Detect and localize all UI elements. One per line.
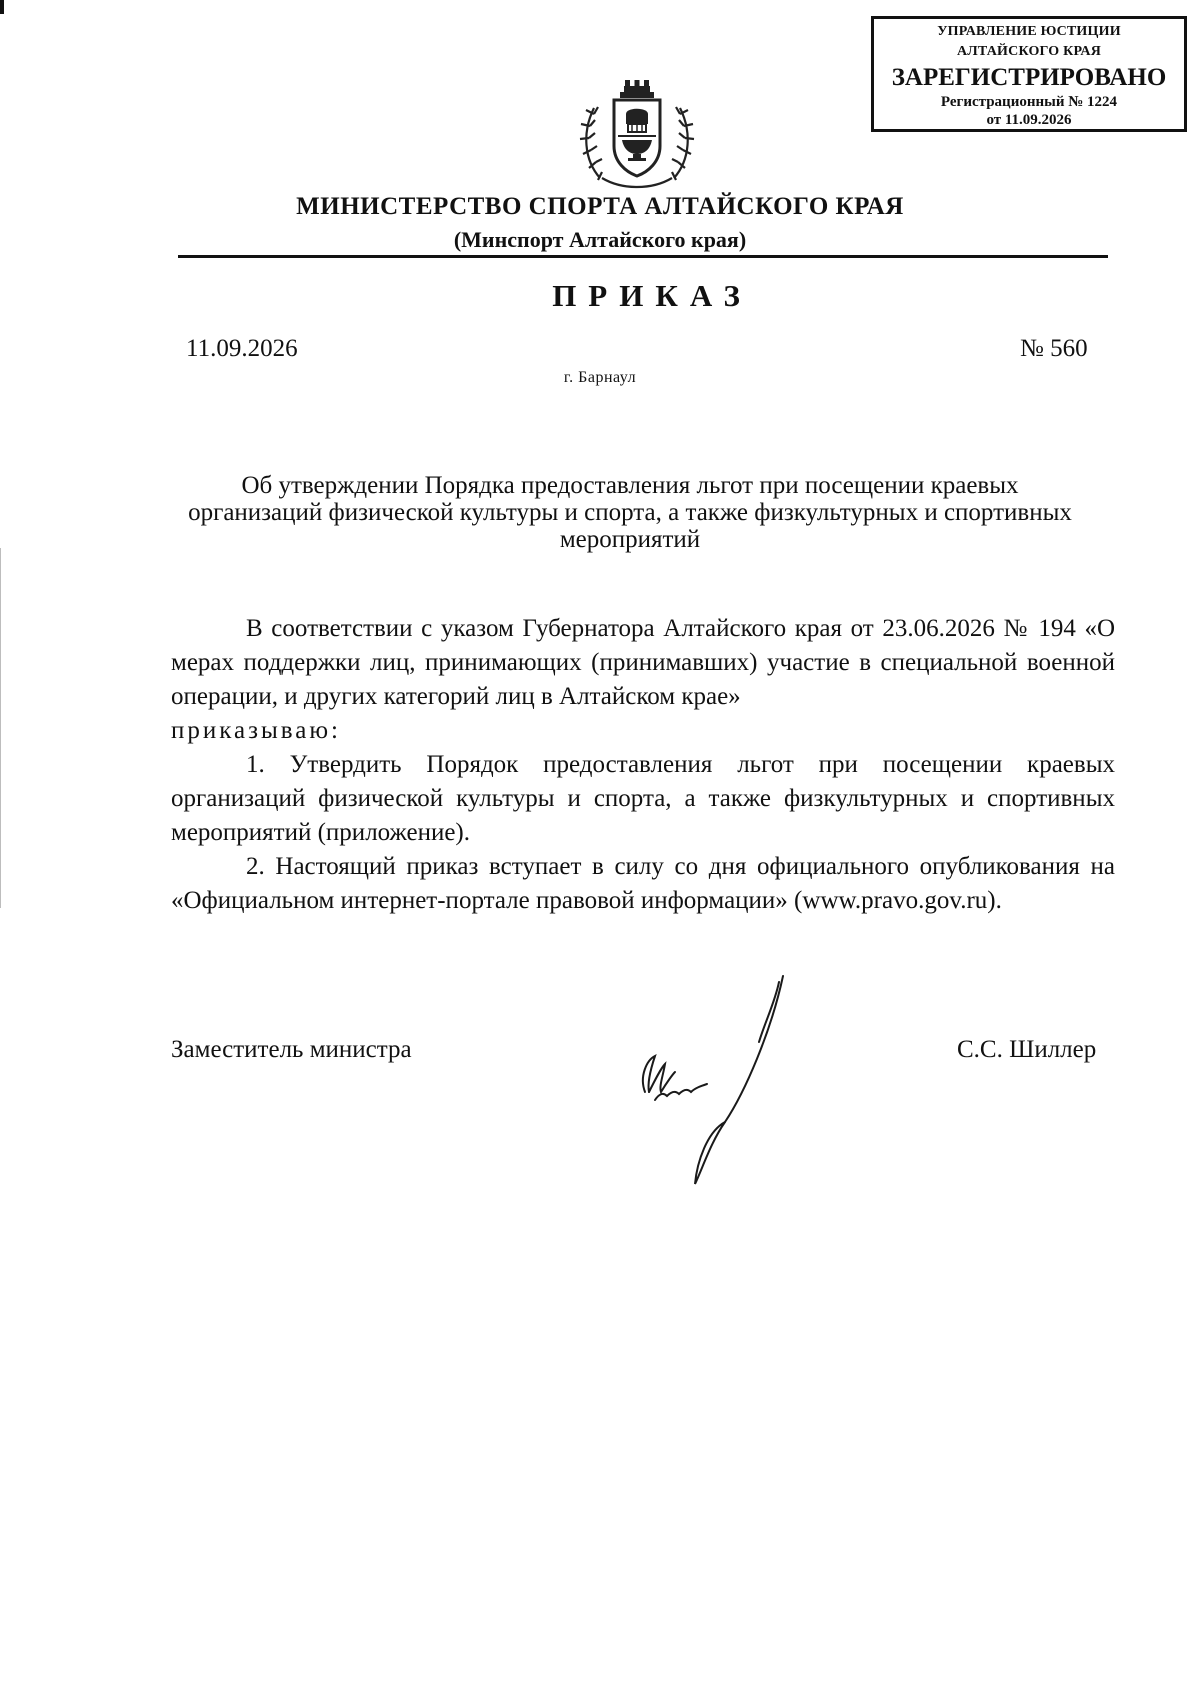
header-divider [178, 255, 1108, 258]
order-item-1: 1. Утвердить Порядок предоставления льгот при посещении краевых организаций физической культуры и спорта, а также физкультурных и спортивных мероприятий (приложение). [171, 751, 1115, 846]
document-type-title: ПРИКАЗ [552, 278, 752, 313]
signer-name: С.С. Шиллер [957, 1036, 1097, 1063]
handwritten-signature [625, 972, 795, 1192]
scan-edge-mark [0, 0, 4, 14]
order-word: приказываю: [171, 717, 341, 744]
ministry-short-name: (Минспорт Алтайского края) [453, 227, 747, 252]
coat-of-arms-icon [578, 80, 696, 192]
signer-title: Заместитель министра [171, 1036, 412, 1063]
stamp-org-line1: УПРАВЛЕНИЕ ЮСТИЦИИ [937, 24, 1121, 39]
scan-edge-line [0, 548, 1, 908]
stamp-reg-date: от 11.09.2026 [986, 112, 1072, 128]
registration-stamp [871, 16, 1187, 132]
document-date: 11.09.2026 [186, 335, 298, 362]
document-number: № 560 [1020, 335, 1088, 362]
preamble-paragraph: В соответствии с указом Губернатора Алтайского края от 23.06.2026 № 194 «О мерах поддержки лиц, принимающих (принимавших) участие в специальной военной операции, и других категорий лиц в Алтайском крае» [171, 615, 1115, 710]
stamp-reg-number: Регистрационный № 1224 [940, 94, 1118, 110]
order-item-2: 2. Настоящий приказ вступает в силу со дня официального опубликования на «Официальном интернет-портале правовой информации» (www.pravo.gov.ru). [171, 853, 1115, 914]
stamp-status: ЗАРЕГИСТРИРОВАНО [891, 64, 1167, 91]
document-body [171, 612, 1115, 918]
document-subject: Об утверждении Порядка предоставления льгот при посещении краевых организаций физической культуры и спорта, а также физкультурных и спортивных мероприятий [188, 472, 1072, 553]
stamp-org-line2: АЛТАЙСКОГО КРАЯ [956, 44, 1102, 59]
document-city: г. Барнаул [563, 369, 637, 386]
ministry-name: МИНИСТЕРСТВО СПОРТА АЛТАЙСКОГО КРАЯ [296, 193, 904, 220]
